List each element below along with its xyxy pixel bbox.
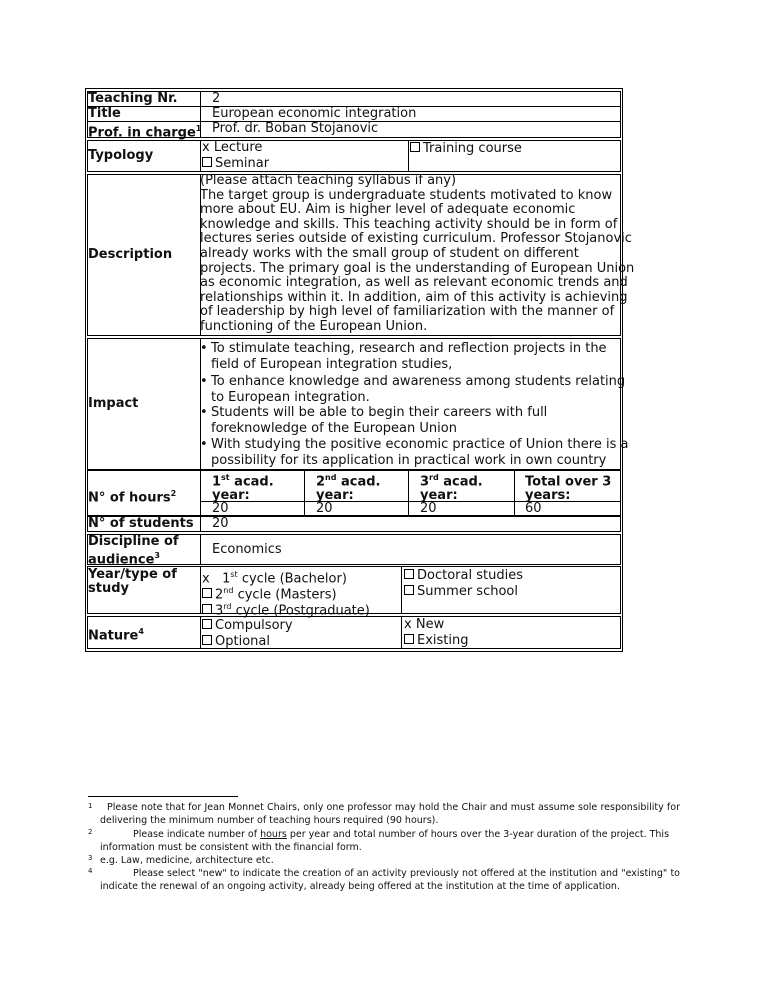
impact-line: possibility for its application in practical work in own country xyxy=(211,452,607,468)
typology-row xyxy=(87,140,621,172)
description-text xyxy=(200,173,635,335)
title-value: European economic integration xyxy=(212,106,417,121)
impact-bullet xyxy=(200,341,620,372)
description-line: of leadership by high level of familiarization with the manner of xyxy=(200,304,615,320)
divider xyxy=(408,470,409,516)
impact-line: field of European integration studies, xyxy=(211,356,453,372)
impact-bullet xyxy=(200,405,620,436)
hours-column-header xyxy=(420,471,483,503)
divider xyxy=(408,140,409,172)
description-line: functioning of the European Union. xyxy=(200,318,428,334)
impact-label: Impact xyxy=(88,396,139,411)
new-option[interactable]: x New xyxy=(404,617,445,632)
impact-line: foreknowledge of the European Union xyxy=(211,420,457,436)
divider xyxy=(401,616,402,649)
hours-value: 20 xyxy=(420,501,437,516)
checkbox-icon xyxy=(202,635,212,645)
checkbox-icon xyxy=(404,585,414,595)
bullet-icon: • xyxy=(200,374,208,389)
training-course-option[interactable]: Training course xyxy=(410,141,522,156)
description-label: Description xyxy=(88,247,173,262)
title-label: Title xyxy=(88,106,121,121)
description-line: The target group is undergraduate students motivated to know xyxy=(200,187,613,203)
students-label: N° of students xyxy=(88,516,194,531)
bullet-icon: • xyxy=(200,437,208,452)
description-line: projects. The primary goal is the understanding of European Union xyxy=(200,260,635,276)
year-type-label: Year/type of study xyxy=(88,567,177,596)
footnote-1: Please note that for Jean Monnet Chairs, only one professor may hold the Chair and must assume sole responsibility for delivering the minimum number of teaching hours required (90 hours). xyxy=(100,802,680,826)
discipline-label: Discipline of audience$^3$ xyxy=(88,534,179,568)
checkbox-icon xyxy=(404,634,414,644)
prof-value: Prof. dr. Boban Stojanovic xyxy=(212,121,379,136)
header-part: 1 xyxy=(212,474,222,490)
checked-mark-icon: x xyxy=(202,140,210,155)
bullet-icon: • xyxy=(200,341,208,356)
bullet-icon: • xyxy=(200,405,208,420)
description-line: (Please attach teaching syllabus if any) xyxy=(200,173,457,188)
impact-line: To stimulate teaching, research and reflection projects in the xyxy=(211,341,607,356)
header-part: year: xyxy=(420,488,458,504)
footnote-number: 2 xyxy=(88,828,93,836)
checked-mark-icon: x xyxy=(404,617,412,632)
seminar-option[interactable]: Seminar xyxy=(202,156,269,171)
teaching-nr-label: Teaching Nr. xyxy=(88,91,178,106)
footnote-4: Please select "new" to indicate the creation of an activity previously not offered at the institution and "existing" to indicate the renewal of an ongoing activity, already being offered at the institution at the time of application. xyxy=(100,868,680,892)
hours-value: 20 xyxy=(212,501,229,516)
footnote-number: 4 xyxy=(88,867,93,875)
header-part: 3 xyxy=(420,474,430,490)
description-line: already works with the small group of student on different xyxy=(200,245,579,261)
divider xyxy=(200,470,201,516)
cycle1-option[interactable]: x 1st cycle (Bachelor) xyxy=(202,570,347,587)
header-part: years: xyxy=(525,488,571,504)
checkbox-icon xyxy=(202,588,212,598)
footnote-2: Please indicate number of hours per year and total number of hours over the 3-year duration of the project. This information must be consistent with the financial form. xyxy=(100,829,670,853)
impact-line: Students will be able to begin their careers with full xyxy=(211,405,548,420)
divider xyxy=(401,566,402,614)
prof-label: Prof. in charge$^1$ xyxy=(88,124,202,141)
header-part: 2 xyxy=(316,474,326,490)
description-line: more about EU. Aim is higher level of adequate economic xyxy=(200,202,576,218)
header-sup: nd xyxy=(325,473,337,482)
impact-bullet xyxy=(200,374,626,405)
description-line: relationships within it. In addition, aim of this activity is achieving xyxy=(200,289,628,305)
header-part: acad. xyxy=(229,474,274,490)
header-part: acad. xyxy=(438,474,483,490)
checkbox-icon xyxy=(202,157,212,167)
divider xyxy=(200,534,201,565)
optional-option[interactable]: Optional xyxy=(202,634,270,649)
header-sup: rd xyxy=(429,473,439,482)
header-part: year: xyxy=(316,488,354,504)
impact-bullet xyxy=(200,437,629,468)
impact-line: To enhance knowledge and awareness among students relating xyxy=(211,374,626,389)
header-part: Total over 3 xyxy=(525,474,612,490)
checkbox-icon xyxy=(202,604,212,614)
impact-line: to European integration. xyxy=(211,389,370,405)
checked-mark-icon: x xyxy=(202,571,210,587)
cycle3-option[interactable]: 3rd cycle (Postgraduate) xyxy=(202,599,370,618)
hours-value: 60 xyxy=(525,501,542,516)
compulsory-option[interactable]: Compulsory xyxy=(202,618,293,633)
lecture-option[interactable]: x Lecture xyxy=(202,140,263,155)
checkbox-icon xyxy=(404,569,414,579)
hours-column-header xyxy=(212,471,274,503)
divider xyxy=(200,616,201,649)
cycle2-option[interactable]: 2nd cycle (Masters) xyxy=(202,583,337,602)
discipline-value: Economics xyxy=(212,542,282,557)
footnote-number: 3 xyxy=(88,854,93,862)
hours-column-header xyxy=(316,471,381,503)
summer-school-option[interactable]: Summer school xyxy=(404,584,518,599)
footnote-separator xyxy=(88,796,238,797)
hours-value: 20 xyxy=(316,501,333,516)
checkbox-icon xyxy=(410,142,420,152)
divider xyxy=(200,140,201,172)
header-part: acad. xyxy=(336,474,381,490)
divider xyxy=(200,566,201,614)
footnote-3: e.g. Law, medicine, architecture etc. xyxy=(100,855,274,866)
students-value: 20 xyxy=(212,516,229,531)
impact-line: With studying the positive economic practice of Union there is a xyxy=(211,437,629,452)
hours-column-header xyxy=(525,471,611,503)
header-part: year: xyxy=(212,488,250,504)
divider xyxy=(304,470,305,516)
header-sup: st xyxy=(221,473,230,482)
doctoral-option[interactable]: Doctoral studies xyxy=(404,568,523,583)
existing-option[interactable]: Existing xyxy=(404,633,469,648)
nature-row xyxy=(87,616,621,649)
hours-label: N° of hours$^2$ xyxy=(88,489,177,506)
teaching-nr-value: 2 xyxy=(212,91,221,106)
divider xyxy=(514,470,515,516)
divider xyxy=(200,516,201,532)
typology-label: Typology xyxy=(88,148,154,163)
description-line: lectures series outside of existing curriculum. Professor Stojanovic xyxy=(200,231,632,247)
footnote-number: 1 xyxy=(88,802,93,810)
nature-label: Nature$^4$ xyxy=(88,627,144,644)
description-line: as economic integration, as well as relevant economic trends and xyxy=(200,275,628,291)
description-line: knowledge and skills. This teaching activity should be in form of xyxy=(200,216,618,232)
checkbox-icon xyxy=(202,619,212,629)
